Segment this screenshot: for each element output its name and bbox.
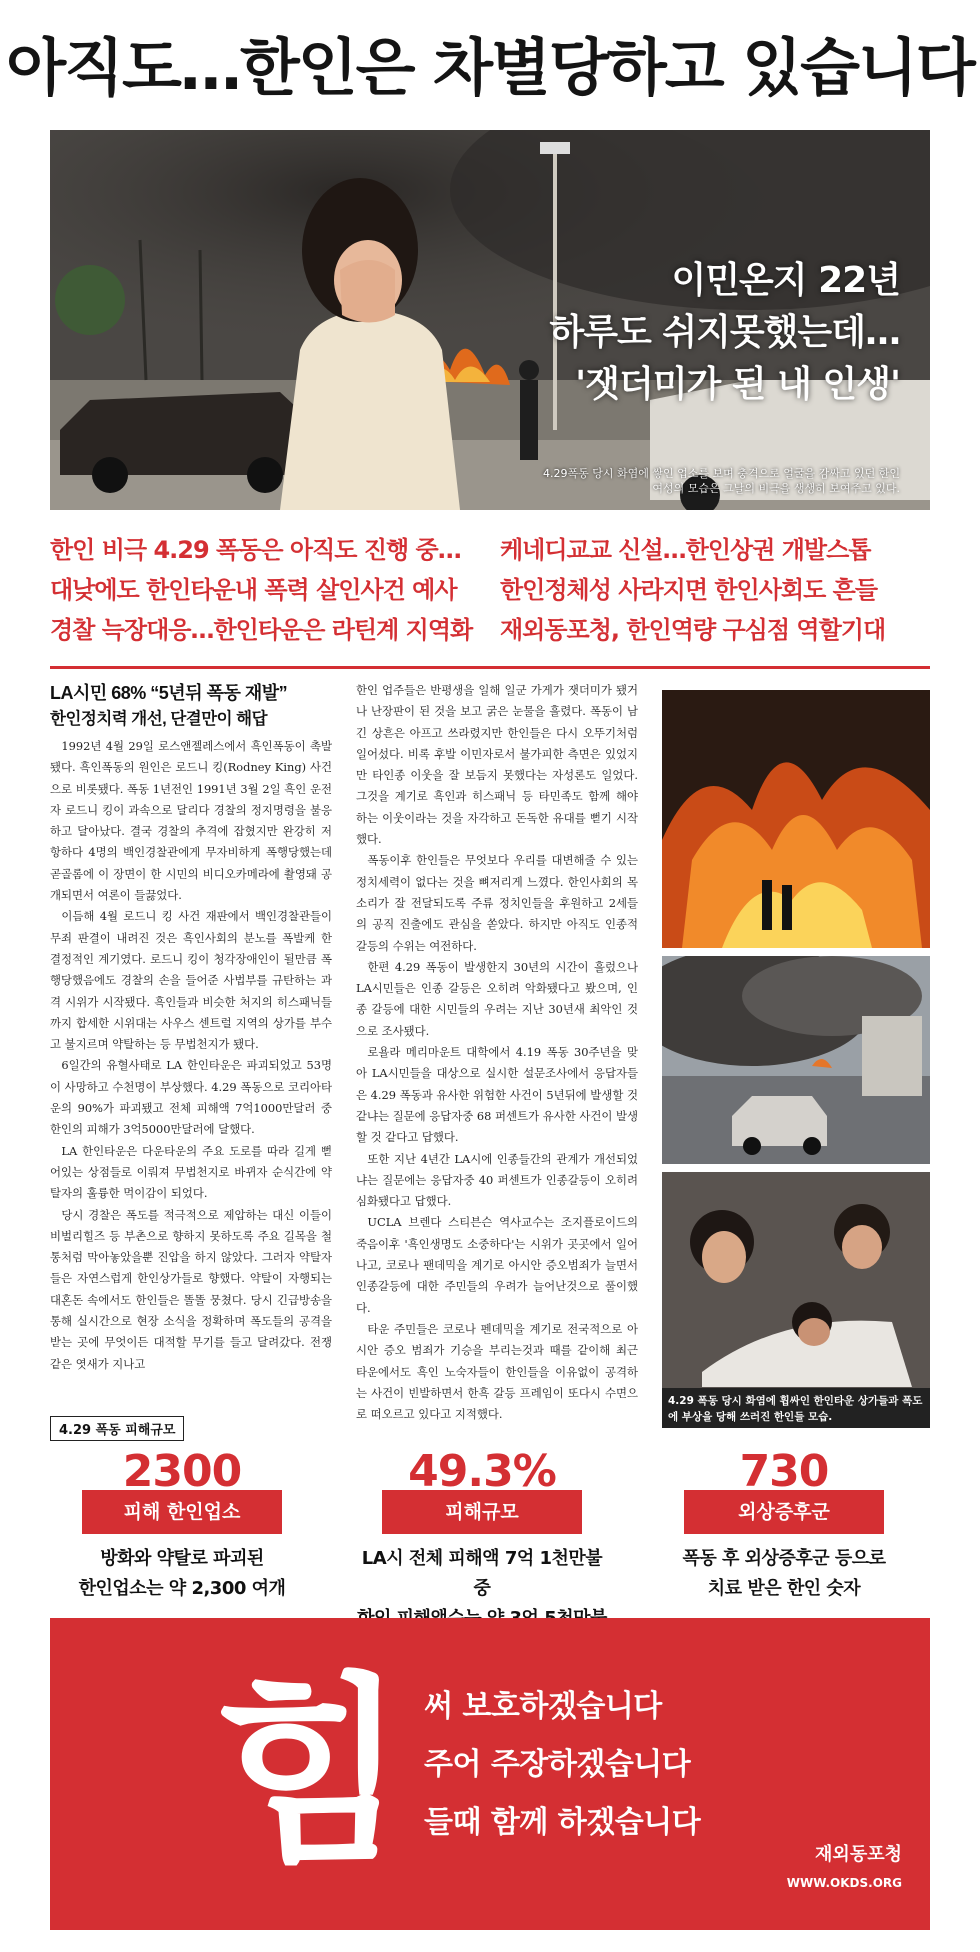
article-paragraph: 로욜라 메리마운트 대학에서 4.19 폭동 30주년을 맞아 LA시민들을 대상으로 실시한 설문조사에서 응답자들은 4.29 폭동과 유사한 위험한 사건이 5년뒤에 발생할 것 같냐는 질문에 응답자중 68 퍼센트가 유사한 사건이 발생할 것 같다고 답했다. xyxy=(356,1045,638,1145)
article-subtitle: 한인정치력 개선, 단결만이 해답 xyxy=(50,710,268,728)
subhead-line: 대낮에도 한인타운내 폭력 살인사건 예사 xyxy=(50,576,457,604)
subheads xyxy=(50,530,930,655)
article-paragraph: 또한 지난 4년간 LA시에 인종들간의 관계가 개선되었냐는 질문에는 응답자중 40 퍼센트가 인종갈등이 오히려 심화됐다고 답했다. xyxy=(356,1151,638,1209)
stat-description-line: 한인업소는 약 2,300 여개 xyxy=(78,1578,286,1599)
article-paragraph: 한인 업주들은 반평생을 일해 일군 가게가 잿더미가 됐거나 난장판이 된 것을 보고 굵은 눈물을 흘렸다. 폭동이 남긴 상흔은 아프고 쓰라렸지만 한인들은 다시 오뚜기처럼 일어섰다. 비록 후발 이민자로서 불가피한 측면은 있었지만 타인종 이웃을 잘 보듬지 못했다는 자성론도 일었다. 그것을 계기로 흑인과 히스패닉 등 타민족도 함께 해야 하는 이웃이라는 것을 자각하고 돈독한 유대를 뻗기 시작했다. xyxy=(356,683,638,847)
stat-card xyxy=(52,1450,312,1604)
slogan-line: 들때 함께 하겠습니다 xyxy=(424,1805,701,1840)
stat-tag: 외상증후군 xyxy=(684,1490,884,1534)
stat-description xyxy=(654,1544,914,1604)
street-smoke-photo xyxy=(662,956,930,1164)
big-character: 힘 xyxy=(214,1656,408,1889)
hero-quote-line: '잿더미가 된 내 인생' xyxy=(575,364,900,405)
stat-tag: 피해규모 xyxy=(382,1490,582,1534)
stat-description-line: LA시 전체 피해액 7억 1천만불 중 xyxy=(361,1548,603,1599)
article-paragraph: 1992년 4월 29일 로스앤젤레스에서 흑인폭동이 촉발됐다. 흑인폭동의 원인은 로드니 킹(Rodney King) 사건으로 비롯됐다. 폭동 1년전인 1991년 3월 2일 흑인 운전자 로드니 킹이 과속으로 달리다 경찰의 정지명령을 불응하고 달아났다. 결국 경찰의 추격에 잡혔지만 완강히 저항하다 4명의 백인경찰관에게 무자비하게 폭행당했는데 곧골롬에 이 장면이 한 시민의 비디오카메라에 촬영돼 공개되면서 여론이 들끓었다. xyxy=(50,739,332,903)
injured-photo xyxy=(662,1172,930,1428)
article-paragraph: 이듬해 4월 로드니 킹 사건 재판에서 백인경찰관들이 무죄 판결이 내려진 것은 흑인사회의 분노를 폭발케 한 결정적인 계기였다. 로드니 킹이 청각장애인이 될만큼 폭행당했음에도 경찰의 손을 들어준 사법부를 규탄하는 과격 시위가 시작됐다. 흑인들과 비슷한 처지의 히스패닉들까지 합세한 시위대는 사우스 센트럴 지역의 상가를 부수고 불지르며 약탈하는 등 무법천지가 됐다. xyxy=(50,909,332,1052)
slogan-list xyxy=(424,1678,700,1852)
hero-photo xyxy=(50,130,930,510)
stats-label: 4.29 폭동 피해규모 xyxy=(50,1416,184,1441)
stat-number: 2300 xyxy=(122,1450,242,1490)
stat-description-line: 치료 받은 한인 숫자 xyxy=(707,1578,861,1599)
subhead-line: 한인정체성 사라지면 한인사회도 흔들 xyxy=(500,576,878,604)
subhead-line: 경찰 늑장대응…한인타운은 라틴계 지역화 xyxy=(50,616,473,644)
article-column-2 xyxy=(356,680,638,1425)
article-paragraph: UCLA 브렌다 스티븐슨 역사교수는 조지플로이드의 죽음이후 '흑인생명도 소중하다'는 시위가 곳곳에서 일어나고, 코로나 팬데믹을 계기로 아시안 증오범죄가 늘면서 인종갈등에 대한 주민들의 우려가 늘어난것으로 풀이했다. xyxy=(356,1215,638,1315)
article-paragraph: 6일간의 유혈사태로 LA 한인타운은 파괴되었고 53명이 사망하고 수천명이 부상했다. 4.29 폭동으로 코리아타운의 90%가 파괴됐고 전체 피해액 7억1000만달러 중 한인의 피해가 3억5000만달러에 달했다. xyxy=(50,1058,332,1137)
divider xyxy=(50,666,930,669)
subhead-line: 재외동포청, 한인역량 구심점 역할기대 xyxy=(500,616,886,644)
slogan-banner xyxy=(50,1618,930,1930)
hero-quote-line: 이민온지 22년 xyxy=(671,260,900,301)
street-smoke-illustration xyxy=(662,956,930,1164)
stat-card xyxy=(352,1450,612,1634)
hero-caption: 4.29폭동 당시 화염에 쌓인 업소를 보며 충격으로 얼굴을 감싸고 있던 한인 여성의 모습은 그날의 비극을 생생히 보여주고 있다. xyxy=(543,467,900,495)
fire-photo xyxy=(662,690,930,948)
burning-building-illustration xyxy=(662,690,930,948)
stat-card xyxy=(654,1450,914,1604)
main-headline: 아직도…한인은 차별당하고 있습니다 xyxy=(6,31,974,104)
article-column-1 xyxy=(50,680,332,1375)
article-paragraph: LA 한인타운은 다운타운의 주요 도로를 따라 길게 뻗어있는 상점들로 이뤄져 무법천지로 바뀌자 순식간에 약탈자의 훌륭한 먹이감이 되었다. xyxy=(50,1143,332,1201)
article-paragraph: 타운 주민들은 코로나 펜데믹을 계기로 전국적으로 아시안 증오 범죄가 기승을 부리는것과 때를 같이해 최근 타운에서도 흑인 노숙자들이 한인들을 이유없이 공격하는 사건이 빈발하면서 한흑 갈등 프레임이 또다시 수면으로 떠오르고 있다고 지적했다. xyxy=(356,1321,638,1422)
photo-caption: 4.29 폭동 당시 화염에 휩싸인 한인타운 상가들과 폭도에 부상을 당해 쓰러진 한인들 모습. xyxy=(662,1388,930,1428)
stat-description-line: 폭동 후 외상증후군 등으로 xyxy=(682,1548,886,1569)
article-title: LA시민 68% “5년뒤 폭동 재발” xyxy=(50,683,288,703)
hero-quote-line: 하루도 쉬지못했는데… xyxy=(549,312,900,353)
organization-name: 재외동포청 xyxy=(815,1844,902,1865)
hero-quote xyxy=(549,255,900,411)
subhead-line: 케네디교교 신설…한인상권 개발스톱 xyxy=(500,536,871,564)
stat-tag: 피해 한인업소 xyxy=(82,1490,282,1534)
subheads-left xyxy=(50,530,480,650)
stat-number: 49.3% xyxy=(408,1450,556,1490)
stat-description xyxy=(52,1544,312,1604)
slogan-line: 주어 주장하겠습니다 xyxy=(424,1747,691,1782)
article-paragraph: 당시 경찰은 폭도를 적극적으로 제압하는 대신 이들이 비벌리힐즈 등 부촌으로 향하지 못하도록 주요 길목을 철통처럼 막아놓았을뿐 진압을 하지 않았다. 그러자 약탈자들은 자연스럽게 한인상가들로 향했다. 약탈이 자행되는 대혼돈 속에서도 한인들은 똘똘 뭉쳤다. 당시 긴급방송을 통해 실시간으로 현장 소식을 정확하며 폭도들의 공격을 받는 곳에 무엇이든 대적할 무기를 들고 달려갔다. 전쟁같은 엿새가 지나고 xyxy=(50,1207,332,1371)
article-body xyxy=(50,680,640,1422)
subhead-line: 한인 비극 4.29 폭동은 아직도 진행 중… xyxy=(50,536,461,564)
stat-number: 730 xyxy=(739,1450,829,1490)
organization-url[interactable]: WWW.OKDS.ORG xyxy=(786,1876,902,1890)
subheads-right xyxy=(500,530,930,650)
stat-description-line: 방화와 약탈로 파괴된 xyxy=(100,1548,264,1569)
article-paragraph: 한편 4.29 폭동이 발생한지 30년의 시간이 흘렀으나 LA시민들은 인종 갈등은 오히려 악화됐다고 봤으며, 인종 갈등에 대한 시민들의 우려는 지난 30년새 최악인 것으로 조사됐다. xyxy=(356,959,638,1038)
article-paragraph: 폭동이후 한인들은 무엇보다 우리를 대변해줄 수 있는 정치세력이 없다는 것을 뼈저리게 느꼈다. 한인사회의 목소리가 잘 전달되도록 주류 정치인들을 후원하고 2세들의 공직 진출에도 관심을 쏟았다. 하지만 아직도 인종적 갈등의 수위는 여전하다. xyxy=(356,853,638,953)
slogan-line: 써 보호하겠습니다 xyxy=(424,1689,662,1724)
